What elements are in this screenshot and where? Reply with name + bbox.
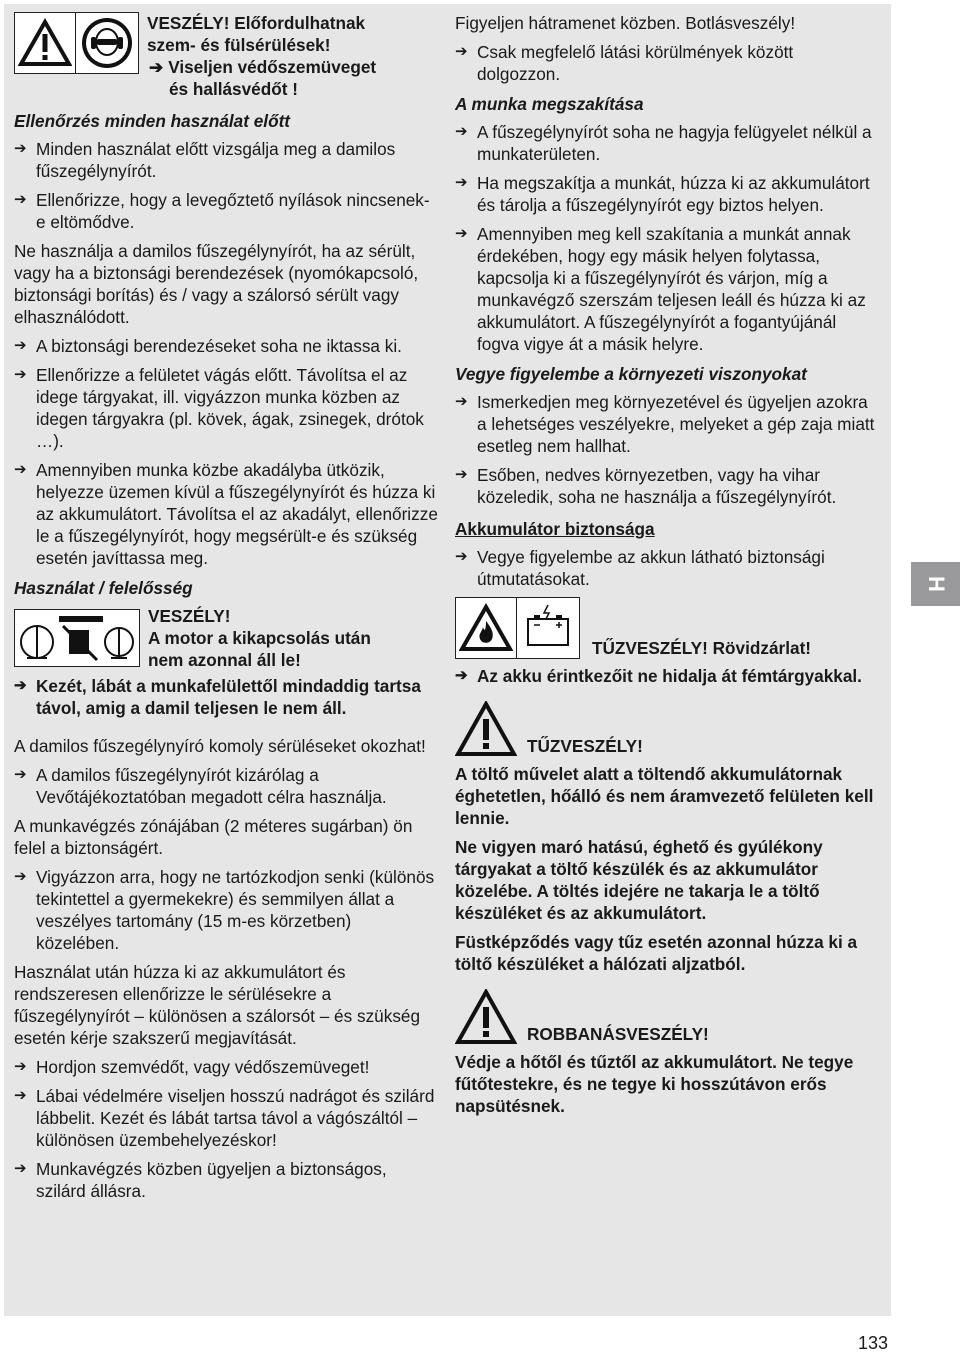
list-item bbox=[14, 459, 439, 569]
arrow-icon: ➔ bbox=[14, 677, 27, 694]
list-item-text: A damilos fűszegélynyírót kizárólag a Vevőtájékoztatóban megadott célra használja. bbox=[36, 765, 387, 807]
list-item bbox=[455, 665, 880, 687]
list-item-text: Amennyiben munka közbe akadályba ütközik, helyezze üzemen kívül a fűszegélynyírót és húzza ki az akkumulátort. Távolítsa el az akadályt, ellenőrizze le a fűszegélynyírót, hogy megsérült-e és szükség esetén javíttassa meg. bbox=[36, 460, 438, 568]
list-item-text: A biztonsági berendezéseket soha ne iktassa ki. bbox=[36, 336, 402, 356]
paragraph: A munkavégzés zónájában (2 méteres sugárban) ön felel a biztonságért. bbox=[14, 816, 413, 858]
explosion-warning-title: ROBBANÁSVESZÉLY! bbox=[527, 1024, 709, 1044]
list-item bbox=[455, 391, 880, 457]
fire-icon-group bbox=[455, 597, 580, 659]
danger-eye-ear-warning bbox=[14, 12, 439, 100]
bold-paragraph: A töltő művelet alatt a töltendő akkumulátornak éghetetlen, hőálló és nem áramvezető felületen kell lennie. bbox=[455, 764, 874, 828]
warning-triangle-icon bbox=[455, 701, 517, 757]
list-item-text: Ellenőrizze a felületet vágás előtt. Távolítsa el az idege tárgyakat, ill. vigyázzon munka közben az idegen tárgyakra (pl. kövek, ágak, zsinegek, drótok …). bbox=[36, 365, 424, 451]
arrow-icon: ➔ bbox=[455, 174, 468, 191]
goggles-earmuffs-icon bbox=[76, 13, 138, 73]
list-item-text: Vigyázzon arra, hogy ne tartózkodjon senki (különös tekintettel a gyermekekre) és semmilyen állat a veszélyes tartomány (15 m-es körzetben) közelében. bbox=[36, 867, 435, 953]
arrow-icon: ➔ bbox=[14, 1087, 27, 1104]
warning-icon-group bbox=[14, 12, 139, 74]
danger-motor-warning bbox=[14, 605, 439, 671]
danger-arrow-2: és hallásvédőt ! bbox=[169, 79, 298, 99]
danger-arrow-1 bbox=[147, 56, 376, 78]
list-item bbox=[14, 138, 439, 182]
section-heading-check: Ellenőrzés minden használat előtt bbox=[14, 111, 291, 131]
list-item-text: Kezét, lábát a munkafelülettől mindaddig tartsa távol, amig a damil teljesen le nem áll. bbox=[36, 676, 421, 718]
arrow-icon: ➔ bbox=[455, 43, 468, 60]
list-item-text: Ha megszakítja a munkát, húzza ki az akkumulátort és tárolja a fűszegélynyírót egy biztos helyen. bbox=[477, 173, 870, 215]
short-circuit-warning bbox=[455, 597, 880, 659]
list-item-text: Minden használat előtt vizsgálja meg a damilos fűszegélynyírót. bbox=[36, 139, 396, 181]
arrow-icon: ➔ bbox=[14, 868, 27, 885]
explosion-warning bbox=[455, 989, 880, 1045]
list-item bbox=[14, 189, 439, 233]
list-item bbox=[14, 1158, 439, 1202]
list-item bbox=[455, 464, 880, 508]
list-item-text: Munkavégzés közben ügyeljen a biztonságos, szilárd állásra. bbox=[36, 1159, 387, 1201]
list-item-text: Csak megfelelő látási körülmények között dolgozzon. bbox=[477, 42, 794, 84]
arrow-icon: ➔ bbox=[455, 393, 468, 410]
list-item-text: Ismerkedjen meg környezetével és ügyeljen azokra a lehetséges veszélyekre, melyeket a gép zaja miatt esetleg nem hallhat. bbox=[477, 392, 875, 456]
motor-warning-line: nem azonnal áll le! bbox=[148, 650, 301, 670]
warning-triangle-icon bbox=[15, 13, 76, 73]
list-item bbox=[455, 121, 880, 165]
arrow-icon: ➔ bbox=[14, 366, 27, 383]
trimmer-hazard-icon bbox=[15, 610, 139, 666]
arrow-icon: ➔ bbox=[455, 548, 468, 565]
danger-line: szem- és fülsérülések! bbox=[147, 35, 331, 55]
paragraph: Figyeljen hátramenet közben. Botlásveszély! bbox=[455, 13, 796, 33]
arrow-icon: ➔ bbox=[14, 337, 27, 354]
arrow-icon: ➔ bbox=[149, 57, 169, 77]
list-item-text: Amennyiben meg kell szakítania a munkát annak érdekében, hogy egy másik helyen folytassa, kapcsolja ki a fűszegélynyírót és várjon, míg a munkavégző szerszám teljesen leáll és húzza ki az akkumulátort. A fűszegélynyírót a fogantyújánál fogva vigye át a másik helyre. bbox=[477, 224, 866, 354]
list-item-text: A fűszegélynyírót soha ne hagyja felügyelet nélkül a munkaterületen. bbox=[477, 122, 872, 164]
list-item bbox=[455, 41, 880, 85]
paragraph: Használat után húzza ki az akkumulátort és rendszeresen ellenőrizze le sérülésekre a fűszegélynyírót – különösen a szálorsót – és szükség esetén kérje szakszerű megjavítását. bbox=[14, 962, 421, 1048]
arrow-icon: ➔ bbox=[455, 667, 468, 684]
arrow-icon: ➔ bbox=[14, 461, 27, 478]
list-item-text: Ellenőrizze, hogy a levegőztető nyílások nincsenek-e eltömődve. bbox=[36, 190, 430, 232]
list-item-text: Lábai védelmére viseljen hosszú nadrágot és szilárd lábbelit. Kezét és lábát tartsa távol a vágószáltól – különösen üzembehelyezéskor! bbox=[36, 1086, 435, 1150]
danger-arrow-text: Viseljen védőszemüveget bbox=[168, 57, 377, 77]
section-heading-interrupt: A munka megszakítása bbox=[455, 94, 644, 114]
list-item bbox=[14, 1056, 439, 1078]
list-item bbox=[14, 335, 439, 357]
paragraph: Ne használja a damilos fűszegélynyírót, ha az sérült, vagy ha a biztonsági berendezések (nyomókapcsoló, biztonsági borítás) és / vagy a szálorsó sérült vagy elhasználódott. bbox=[14, 241, 419, 327]
arrow-icon: ➔ bbox=[14, 191, 27, 208]
arrow-icon: ➔ bbox=[14, 766, 27, 783]
arrow-icon: ➔ bbox=[14, 140, 27, 157]
fire-warning bbox=[455, 701, 880, 757]
bold-paragraph: Ne vigyen maró hatású, éghető és gyúlékony tárgyakat a töltő készülék és az akkumulátor közelébe. A töltés idejére ne takarja le a töltő készüléket és az akkumulátort. bbox=[455, 837, 823, 923]
list-item bbox=[14, 675, 439, 719]
fire-warning-title: TŰZVESZÉLY! bbox=[527, 736, 643, 756]
arrow-icon: ➔ bbox=[455, 123, 468, 140]
left-column bbox=[14, 12, 439, 1209]
motor-icon-group bbox=[14, 609, 140, 667]
motor-warning-line: A motor a kikapcsolás után bbox=[148, 628, 371, 648]
danger-text bbox=[147, 12, 376, 100]
language-side-tab-label: H bbox=[923, 576, 949, 592]
arrow-icon: ➔ bbox=[455, 466, 468, 483]
list-item-text: Esőben, nedves környezetben, vagy ha vihar közeledik, soha ne használja a fűszegélynyírót. bbox=[477, 465, 837, 507]
language-side-tab bbox=[911, 562, 960, 606]
bold-paragraph: Védje a hőtől és tűztől az akkumulátort. Ne tegye fűtőtestekre, és ne tegye ki hosszútávon erős napsütésnek. bbox=[455, 1052, 854, 1116]
page-number: 133 bbox=[858, 1333, 889, 1353]
section-heading-usage: Használat / felelősség bbox=[14, 578, 193, 598]
arrow-icon: ➔ bbox=[14, 1058, 27, 1075]
paragraph: A damilos fűszegélynyíró komoly sérüléseket okozhat! bbox=[14, 736, 426, 756]
list-item-text: Vegye figyelembe az akkun látható biztonsági útmutatásokat. bbox=[477, 547, 825, 589]
danger-title: VESZÉLY! Előfordulhatnak bbox=[147, 13, 366, 33]
fire-short-circuit-title: TŰZVESZÉLY! Rövidzárlat! bbox=[592, 638, 812, 658]
bold-paragraph: Füstképződés vagy tűz esetén azonnal húzza ki a töltő készüléket a hálózati aljzatból. bbox=[455, 932, 858, 974]
list-item-text: Az akku érintkezőit ne hidalja át fémtárgyakkal. bbox=[477, 666, 862, 686]
warning-triangle-icon bbox=[455, 989, 517, 1045]
section-heading-battery: Akkumulátor biztonsága bbox=[455, 519, 655, 539]
right-column bbox=[455, 12, 880, 1124]
arrow-icon: ➔ bbox=[455, 225, 468, 242]
list-item bbox=[14, 866, 439, 954]
battery-spark-icon bbox=[517, 598, 579, 658]
motor-warning-title: VESZÉLY! bbox=[148, 606, 231, 626]
list-item bbox=[455, 546, 880, 590]
list-item-text: Hordjon szemvédőt, vagy védőszemüveget! bbox=[36, 1057, 370, 1077]
list-item bbox=[14, 1085, 439, 1151]
fire-triangle-icon bbox=[456, 598, 517, 658]
list-item bbox=[14, 364, 439, 452]
motor-warning-text bbox=[148, 605, 371, 671]
section-heading-environment: Vegye figyelembe a környezeti viszonyokat bbox=[455, 364, 807, 384]
list-item bbox=[455, 223, 880, 355]
list-item bbox=[455, 172, 880, 216]
list-item bbox=[14, 764, 439, 808]
arrow-icon: ➔ bbox=[14, 1160, 27, 1177]
